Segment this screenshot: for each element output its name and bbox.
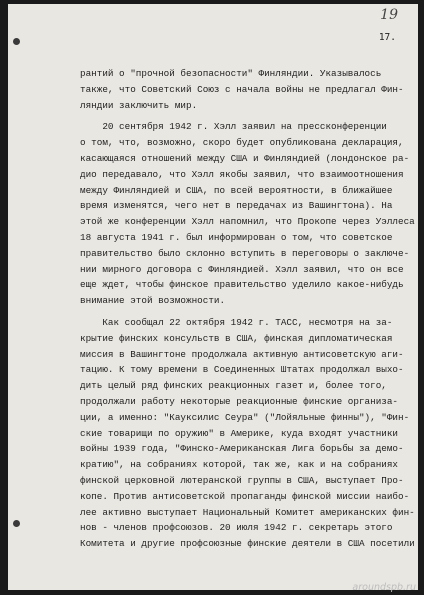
text-line: дить целый ряд финских реакционных газет и, более того, [80,380,387,392]
paragraph [80,119,415,309]
text-line: о том, что, возможно, скоро будет опубликована декларация, [80,137,404,149]
handwritten-page-number: 19 [380,7,398,23]
text-line: 20 сентября 1942 г. Хэлл заявил на прессконференции [80,121,387,133]
text-line: дио передавало, что Хэлл якобы заявил, что взаимоотношения [80,168,404,180]
binder-hole [13,520,20,527]
text-line: ции, а именно: "Кауксилис Сеура" ("Лойяльные финны"), "Фин- [80,411,410,423]
text-line: ские товарищи по оружию" в Америке, куда входят участники [80,427,399,439]
text-line: крытие финских консульств в США, финская дипломатическая [80,332,393,344]
text-line: Комитета и другие профсоюзные финские деятели в США посетили [80,538,415,550]
text-line: нии мирного договора с Финляндией. Хэлл заявил, что он все [80,263,404,275]
text-line: кратию", на собраниях которой, так же, как и на собраниях [80,459,399,471]
text-line: правительство было склонно вступить в переговоры о заключе- [80,247,410,259]
text-line: копе. Против антисоветской пропаганды финской миссии наибо- [80,490,410,502]
text-line: ляндии заключить мир. [80,99,198,111]
binder-hole [13,38,20,45]
text-line: миссия в Вашингтоне продолжала активную антисоветскую аги- [80,348,404,360]
text-line: также, что Советский Союз с начала войны не предлагал Фин- [80,83,404,95]
paragraph [80,315,415,552]
paragraph [80,66,410,113]
text-line: рантий о "прочной безопасности" Финляндии. Указывалось [80,68,382,79]
text-line: между Финляндией и США, по всей вероятности, в ближайшее [80,184,393,196]
text-line: тацию. К тому времени в Соединенных Штатах продолжал выхо- [80,364,404,376]
text-line: касающаяся отношений между США и Финляндией (лондонское ра- [80,152,410,164]
watermark: aroundspb.ru [352,582,416,593]
text-line: лее активно выступает Национальный Комитет американских фин- [80,506,415,518]
text-line: время изменятся, чего нет в передачах из Вашингтона). На [80,200,393,212]
text-line: финской церковной лютеранской группы в США, выступает Про- [80,474,404,486]
document-body [80,66,415,552]
text-line: продолжали работу некоторые реакционные финские организа- [80,395,399,407]
text-line: Как сообщал 22 октября 1942 г. ТАСС, несмотря на за- [80,316,393,328]
text-line: 18 августа 1941 г. был информирован о том, что советское [80,231,393,243]
document-page [8,4,418,590]
text-line: нов - членов профсоюзов. 20 июля 1942 г. секретарь этого [80,522,393,534]
text-line: еще ждет, чтобы финское правительство уделило какое-нибудь [80,279,404,291]
text-line: внимание этой возможности. [80,295,226,307]
text-line: этой же конференции Хэлл напомнил, что Прокопе через Уэллеса [80,216,415,228]
page-number: 17. [378,32,396,43]
text-line: войны 1939 года, "Финско-Американская Лига борьбы за демо- [80,443,404,455]
